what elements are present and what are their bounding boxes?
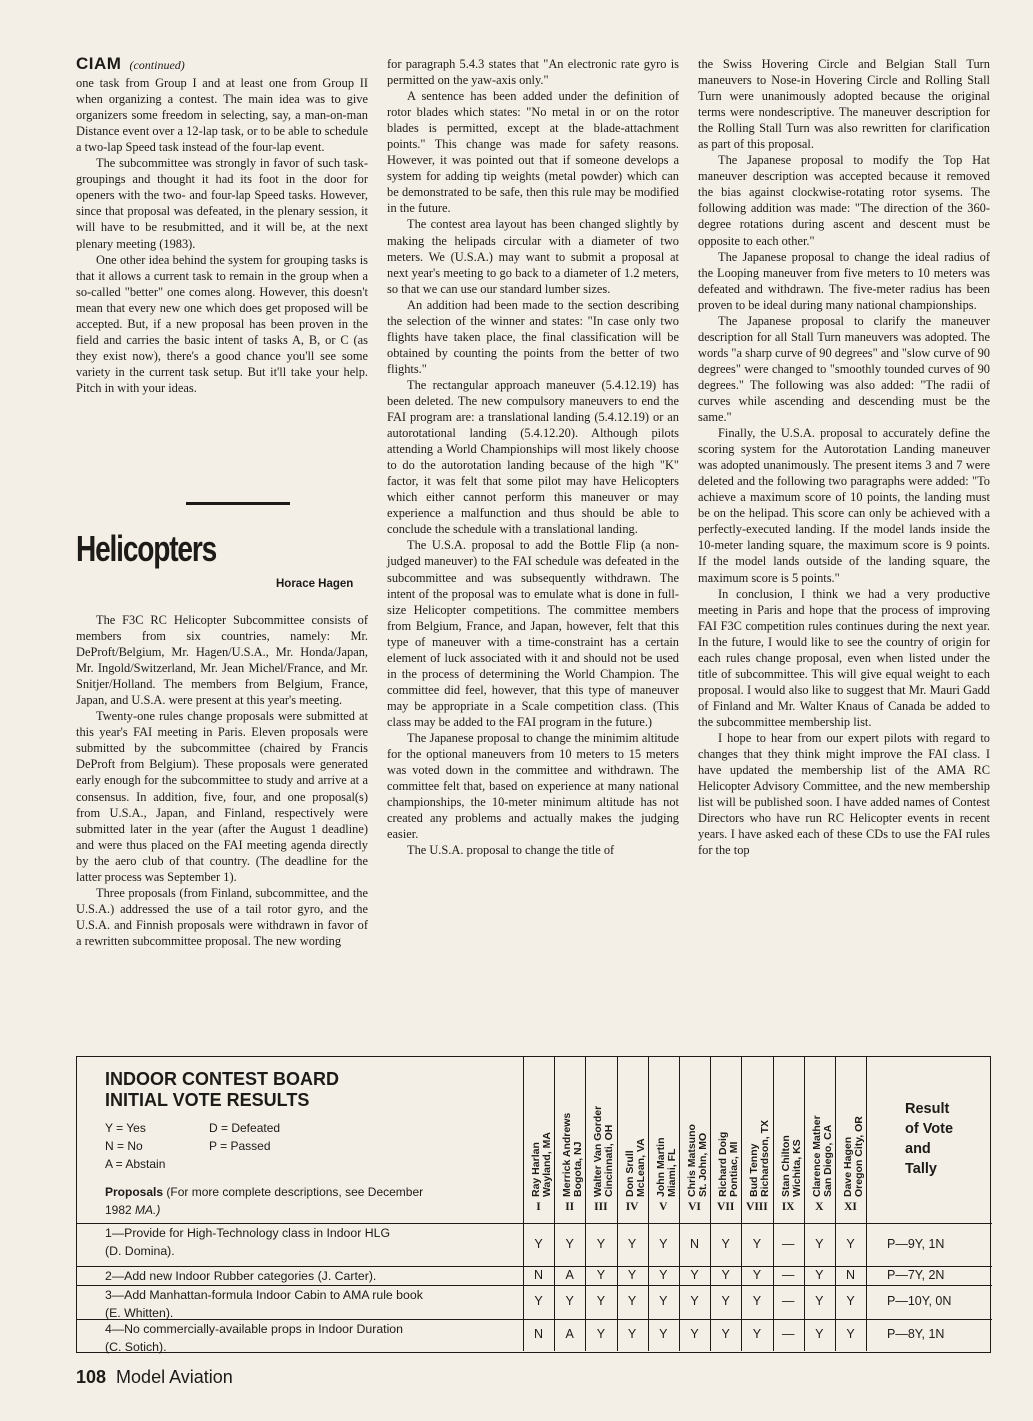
column-rule xyxy=(866,1057,867,1351)
proposals-header xyxy=(105,1183,445,1219)
voter-header xyxy=(741,1069,771,1197)
paragraph: the Swiss Hovering Circle and Belgian Stall Turn maneuvers to Nose-in Hovering Circle and Rolling Stall Turn were unanimously adopted because the original terms were nondescriptive. The maneuver description for the Rolling Stall Turn was also rewritten for clarification as part of this proposal. xyxy=(698,57,990,152)
table-title-line-2: INITIAL VOTE RESULTS xyxy=(105,1090,310,1110)
result-head-line: and xyxy=(905,1141,931,1157)
legend-left xyxy=(105,1119,165,1173)
vote-cell: Y xyxy=(565,1294,574,1308)
voter-city: Wichita, KS xyxy=(790,1139,803,1197)
voter-name: Dave Hagen xyxy=(842,1136,854,1197)
vote-cell: Y xyxy=(627,1294,637,1308)
vote-cell: A xyxy=(565,1267,574,1282)
paragraph: One other idea behind the system for grouping tasks is that it allows a current task to remain in the group when a so-called "better" one comes along. However, this doesn't mean that every new one which does get proposed will be accepted. But, if a new proposal has been proven in the field and carries the basic intent of tasks A, B, or C (as they exist now), there's a good chance you'll see some variety in the current task setup. But it'll take your help. Pitch in with your ideas. xyxy=(76,252,368,395)
vote-cell: Y xyxy=(565,1236,574,1251)
column-3 xyxy=(698,56,990,858)
voter-name: Walter Van Gorder xyxy=(592,1105,605,1197)
row-rule xyxy=(77,1223,992,1224)
vote-cell: A xyxy=(565,1327,574,1341)
voter-name: Merrick Andrews xyxy=(561,1112,574,1197)
author-byline: Horace Hagen xyxy=(276,578,354,590)
legend-abstain: A = Abstain xyxy=(105,1157,166,1171)
voter-header xyxy=(585,1069,615,1197)
vote-cell: Y xyxy=(596,1267,606,1282)
voter-name: Ray Harlan xyxy=(530,1142,542,1197)
voter-city: Richardson, TX xyxy=(759,1119,772,1197)
voter-header xyxy=(773,1069,803,1197)
table-title xyxy=(105,1069,339,1111)
proposal-description xyxy=(105,1321,515,1356)
vote-tally: P—9Y, 1N xyxy=(887,1236,945,1251)
vote-cell: Y xyxy=(596,1236,606,1251)
voter-header xyxy=(648,1069,678,1197)
proposal-line: 2—Add new Indoor Rubber categories (J. Carter). xyxy=(105,1269,377,1283)
ciam-title: CIAM xyxy=(76,54,122,73)
vote-cell: Y xyxy=(659,1267,668,1282)
voter-number: V xyxy=(659,1201,668,1213)
paragraph: The Japanese proposal to change the minimim altitude for the optional maneuvers from 10 meters to 15 meters was voted down in the committee and withdrawn. The committee felt that, based on experience at many national championships, the 10-meter minimum altitude has not created any problems and actually makes the judging easier. xyxy=(387,730,679,842)
vote-cell: Y xyxy=(846,1294,855,1308)
proposal-description xyxy=(105,1287,515,1322)
voter-number: XI xyxy=(844,1201,857,1213)
voter-header xyxy=(835,1069,865,1197)
proposals-ma: MA.) xyxy=(135,1203,161,1217)
proposal-line: 1—Provide for High-Technology class in Indoor HLG xyxy=(105,1226,391,1240)
paragraph: Three proposals (from Finland, subcommittee, and the U.S.A.) addressed the use of a tail rotor gyro, and the U.S.A. and Finnish proposals were withdrawn in favor of a rewritten subcommittee proposal. The new wording xyxy=(76,885,368,948)
section-header-ciam xyxy=(76,56,368,73)
paragraph: I hope to hear from our expert pilots with regard to changes that they think might improve the FAI class. I have updated the membership list of the AMA RC Helicopter Advisory Committee, and the new membership list will be published soon. I have added names of Contest Directors who have run RC Helicopter events in recent years. I have asked each of these CDs to use the FAI rules for the top xyxy=(698,730,990,858)
vote-cell: N xyxy=(689,1236,700,1251)
vote-tally: P—8Y, 1N xyxy=(887,1327,945,1341)
voter-city: Cincinnati, OH xyxy=(603,1124,616,1197)
page-number: 108 xyxy=(76,1367,107,1387)
voter-city: Bogota, NJ xyxy=(572,1141,585,1197)
vote-cell: — xyxy=(781,1267,795,1282)
voter-name: Don Srull xyxy=(623,1150,636,1197)
proposal-description xyxy=(105,1225,515,1260)
vote-cell: Y xyxy=(752,1327,762,1341)
magazine-name: Model Aviation xyxy=(116,1367,233,1387)
vote-cell: Y xyxy=(690,1327,699,1341)
vote-cell: — xyxy=(781,1236,795,1251)
vote-cell: — xyxy=(781,1327,795,1341)
paragraph: for paragraph 5.4.3 states that "An electronic rate gyro is permitted on the yaw-axis only." xyxy=(387,57,679,88)
vote-cell: Y xyxy=(690,1294,699,1308)
column-1 xyxy=(76,56,368,396)
voter-name: Clarence Mather xyxy=(810,1115,823,1197)
vote-cell: Y xyxy=(596,1294,606,1308)
voter-header xyxy=(554,1069,584,1197)
voter-name: Chris Matsuno xyxy=(686,1124,698,1197)
voter-number: VIII xyxy=(746,1201,768,1213)
paragraph: The subcommittee was strongly in favor of such task-groupings and thought it had its foot in the door for openers with the two- and four-lap Speed tasks. However, since that proposal was defeated, in the plenary session, it will have to be resubmitted, and it will be, at the next plenary meeting (1983). xyxy=(76,156,368,251)
paragraph: one task from Group I and at least one from Group II when organizing a contest. The main idea was to give organizers some freedom in selecting, say, a man-on-man Distance event over a 12-lap task, or to be able to schedule a two-lap Speed task instead of the four-lap event. xyxy=(76,76,368,155)
voter-city: St. John, MO xyxy=(697,1132,709,1197)
voter-city: McLean, VA xyxy=(634,1138,647,1197)
voter-header xyxy=(617,1069,647,1197)
helicopters-heading: Helicopters xyxy=(76,528,217,569)
paragraph: The Japanese proposal to change the ideal radius of the Looping maneuver from five meters to 10 meters was defeated and withdrawn. The five-meter radius has been proven to be ideal during many national championships. xyxy=(698,249,990,312)
vote-cell: — xyxy=(781,1294,795,1308)
voter-number: IV xyxy=(625,1201,639,1213)
vote-cell: Y xyxy=(627,1267,637,1282)
page-footer xyxy=(76,1367,233,1388)
paragraph: The F3C RC Helicopter Subcommittee consists of members from six countries, namely: Mr. DeProft/Belgium, Mr. Hagen/U.S.A., Mr. Honda/Japan, Mr. Ingold/Switzerland, Mr. Jean Michel/France, and Mr. Snitjer/Holland. The members from Belgium, France, Japan, and U.S.A. were present at this year's meeting. xyxy=(76,613,368,708)
voter-number: VI xyxy=(688,1201,701,1213)
voter-number: IX xyxy=(781,1201,795,1213)
paragraph: A sentence has been added under the definition of rotor blades which states: "No metal in or on the rotor blades is permitted, except at the blade-attachment points." This change was made for safety reasons. However, it was pointed out that if someone develops a system for adding tip weights (metal powder) which can be demonstrated to be safe, then this rule may be modified in the future. xyxy=(387,89,679,216)
vote-cell: Y xyxy=(659,1327,668,1341)
paragraph: Twenty-one rules change proposals were submitted at this year's FAI meeting in Paris. Eleven proposals were submitted by the subcommittee (chaired by Francis DeProft from Belgium). These proposals were generated early enough for the subcommittee to study and arrive at a consensus. In addition, five, four, and one proposal(s) from U.S.A., Japan, and Finland, respectively were submitted later in the year (after the August 1 deadline) and were thus placed on the FAI meeting agenda directly by the aero club of that country. (The deadline for the latter process was September 1). xyxy=(76,709,368,884)
voter-name: Stan Chilton xyxy=(779,1135,792,1197)
table-title-line-1: INDOOR CONTEST BOARD xyxy=(105,1069,339,1089)
voter-number: I xyxy=(536,1201,541,1213)
voter-name: John Martin xyxy=(654,1137,667,1197)
result-head-line: Result xyxy=(905,1101,950,1117)
proposal-line: 4—No commercially-available props in Indoor Duration xyxy=(105,1322,403,1336)
voter-number: II xyxy=(565,1201,575,1213)
voter-header xyxy=(804,1069,834,1197)
vote-cell: Y xyxy=(721,1236,730,1251)
paragraph: The Japanese proposal to clarify the maneuver description for all Stall Turn maneuvers was adopted. The words "a sharp curve of 90 degrees" and "slow curve of 90 degrees" were changed to "smoothly tounded curves of 90 degrees." The following was also added: "The radii of curves while ascending and descending must be the same." xyxy=(698,313,990,425)
vote-cell: Y xyxy=(721,1294,730,1308)
vote-cell: N xyxy=(533,1327,544,1341)
result-head-line: of Vote xyxy=(905,1121,954,1137)
legend-yes: Y = Yes xyxy=(105,1121,146,1135)
vote-cell: Y xyxy=(596,1327,606,1341)
vote-cell: Y xyxy=(752,1267,762,1282)
result-head-line: Tally xyxy=(905,1161,937,1177)
voter-header xyxy=(679,1069,709,1197)
legend-no: N = No xyxy=(105,1139,143,1153)
vote-cell: Y xyxy=(815,1267,824,1282)
paragraph: The contest area layout has been changed slightly by making the helipads circular with a diameter of two meters. We (U.S.A.) may want to submit a proposal at next year's meeting to go back to a diameter of 1.2 meters, so that we can use our standard lumber sizes. xyxy=(387,217,679,296)
vote-cell: Y xyxy=(752,1236,762,1251)
voter-header xyxy=(523,1069,553,1197)
vote-tally: P—7Y, 2N xyxy=(887,1267,945,1282)
vote-cell: Y xyxy=(534,1294,543,1308)
vote-cell: Y xyxy=(721,1327,730,1341)
voter-number: III xyxy=(594,1201,608,1213)
column-2 xyxy=(387,56,679,858)
vote-cell: Y xyxy=(721,1267,730,1282)
proposal-description xyxy=(105,1268,515,1286)
vote-cell: Y xyxy=(627,1327,637,1341)
column-1-helicopters xyxy=(76,612,368,949)
proposals-label: Proposals xyxy=(105,1185,164,1199)
voter-header xyxy=(710,1069,740,1197)
vote-cell: Y xyxy=(534,1236,543,1251)
continued-label: (continued) xyxy=(129,58,185,72)
vote-cell: Y xyxy=(815,1327,824,1341)
proposal-line: (D. Domina). xyxy=(105,1243,175,1258)
vote-cell: N xyxy=(845,1267,856,1282)
vote-cell: Y xyxy=(627,1236,637,1251)
vote-cell: Y xyxy=(815,1294,824,1308)
voter-city: San Diego, CA xyxy=(821,1124,834,1197)
proposal-line: (C. Sotich). xyxy=(105,1339,167,1354)
voter-number: VII xyxy=(717,1201,735,1213)
paragraph: The U.S.A. proposal to add the Bottle Flip (a non-judged maneuver) to the FAI schedule was defeated in the subcommittee and was subsequently withdrawn. The intent of the proposal was to emulate what is done in full-size Helicopter competitions. The committee members from Belgium, France, and Japan, however, felt that this type of maneuver with a time-constraint has a certain element of luck associated with it and should not be used in the process of determining the World Champion. The committee did feel, however, that this type of maneuver may be appropriate in a Scale competition class. (This class may be added to the FAI program in the future.) xyxy=(387,538,679,729)
vote-cell: Y xyxy=(846,1327,855,1341)
vote-tally: P—10Y, 0N xyxy=(887,1294,952,1308)
voter-name: Bud Tenny xyxy=(748,1143,761,1197)
voter-name: Richard Doig xyxy=(717,1131,730,1197)
result-header xyxy=(877,1099,977,1179)
voter-number: X xyxy=(815,1201,824,1213)
voter-city: Miami, FL xyxy=(665,1148,678,1197)
vote-results-table xyxy=(76,1056,991,1353)
voter-city: Pontiac, MI xyxy=(728,1141,741,1197)
legend-passed: P = Passed xyxy=(209,1139,271,1153)
paragraph: The rectangular approach maneuver (5.4.12.19) has been deleted. The new compulsory maneuvers to end the FAI program are: a translational landing (5.4.12.19) or an autorotational landing (5.4.12.20). Although pilots attending a World Championships will most likely choose to do the autorotation landing because of the high "K" factor, it was felt that some pilot may have Helicopters which either cannot perform this maneuver or may experience a malfunction and thus should be able to conclude the schedule with a translational landing. xyxy=(387,377,679,537)
vote-cell: Y xyxy=(659,1236,668,1251)
proposal-line: (E. Whitten). xyxy=(105,1305,174,1320)
paragraph: In conclusion, I think we had a very productive meeting in Paris and hope that the process of improving FAI F3C competition rules continues during the next year. In the future, I would like to see the country of origin for each rules change proposal, even when listed under the title of subcommittee. This will give equal weight to each proposal. I would also like to suggest that Mr. Mauri Gadd of Finland and Mr. Walter Knaus of Canada be added to the subcommittee membership list. xyxy=(698,586,990,729)
proposal-line: 3—Add Manhattan-formula Indoor Cabin to AMA rule book xyxy=(105,1288,423,1302)
vote-cell: Y xyxy=(752,1294,762,1308)
vote-cell: Y xyxy=(659,1294,668,1308)
voter-city: Oregon City, OR xyxy=(853,1116,865,1197)
vote-cell: Y xyxy=(690,1267,699,1282)
section-divider xyxy=(186,502,290,505)
paragraph: Finally, the U.S.A. proposal to accurately define the scoring system for the Autorotation Landing maneuver was adopted unanimously. The present items 3 and 7 were deleted and the following two paragraphs were added: "To achieve a maximum score of 10 points, the landing must be on the helipad. This score can only be achieved with a perfectly-executed landing. If the model lands inside the 10-meter landing square, the maximum score is 9 points. If the model lands outside of the landing square, the maximum score is 5 points." xyxy=(698,426,990,585)
legend-defeated: D = Defeated xyxy=(209,1121,281,1135)
paragraph: The U.S.A. proposal to change the title of xyxy=(407,843,615,858)
paragraph: An addition had been made to the section describing the selection of the winner and states: "In case only two flights have taken place, the final classification will be obtained by counting the points from the better of two flights." xyxy=(387,297,679,376)
vote-cell: Y xyxy=(815,1236,824,1251)
voter-city: Wayland, MA xyxy=(541,1132,553,1197)
vote-cell: N xyxy=(533,1267,544,1282)
paragraph: The Japanese proposal to modify the Top Hat maneuver description was accepted because it removed the bias against clockwise-rotating rotor sysems. The following addition was made: "The direction of the 360-degree rotations during ascent and descent must be opposite to each other." xyxy=(698,153,990,248)
vote-cell: Y xyxy=(846,1236,855,1251)
legend-right xyxy=(209,1119,280,1155)
proposals-note: (For more complete descriptions, see December 1982 xyxy=(105,1185,424,1217)
